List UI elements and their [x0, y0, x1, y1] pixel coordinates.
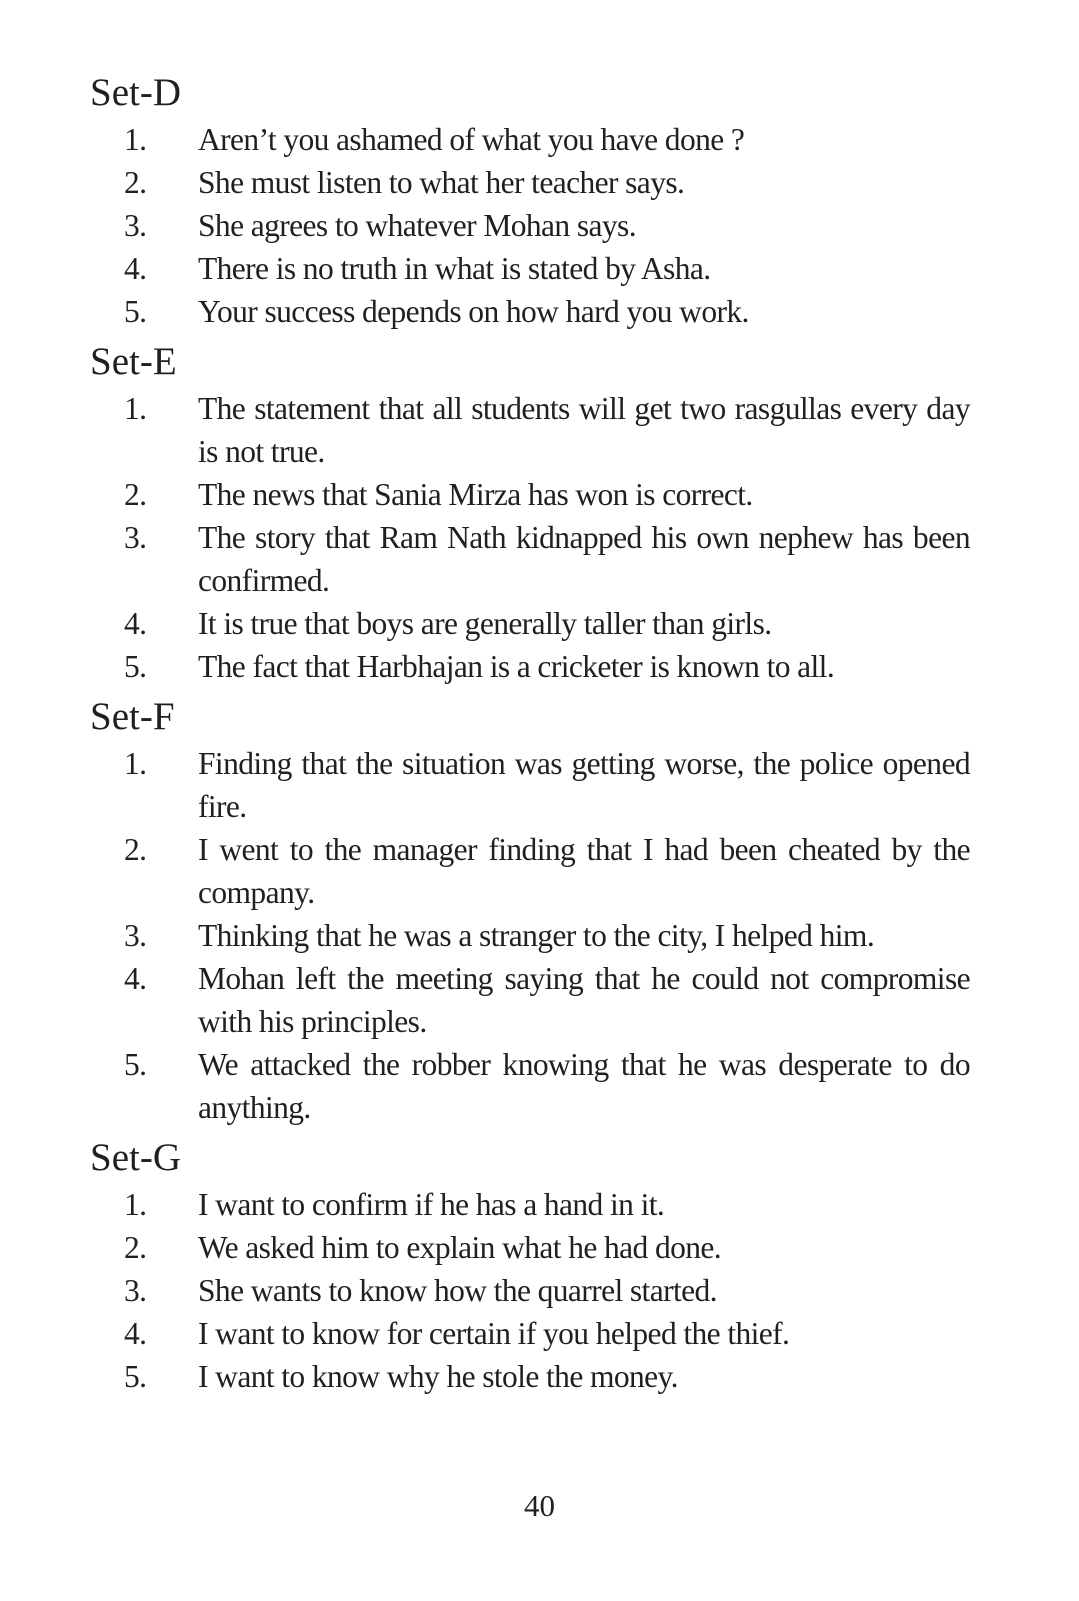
sentence-list: [90, 387, 970, 688]
item-text: We asked him to explain what he had done.: [198, 1230, 722, 1265]
item-text: She must listen to what her teacher says.: [198, 165, 685, 200]
item-text: I want to know for certain if you helped the thief.: [198, 1316, 790, 1351]
item-text: There is no truth in what is stated by Asha.: [198, 251, 711, 286]
item-text: It is true that boys are generally taller than girls.: [198, 606, 772, 641]
set-f: [90, 692, 970, 1129]
sentence-list: [90, 118, 970, 333]
item-text: She agrees to whatever Mohan says.: [198, 208, 636, 243]
item-number: 1.: [124, 122, 147, 157]
set-heading: Set-E: [90, 340, 177, 383]
item-text: Aren’t you ashamed of what you have done ?: [198, 122, 745, 157]
set-heading: Set-F: [90, 695, 175, 738]
item-text: The fact that Harbhajan is a cricketer is known to all.: [198, 649, 835, 684]
list-item: [90, 247, 970, 290]
item-text: Your success depends on how hard you work.: [198, 294, 749, 329]
item-text: Mohan left the meeting saying that he could not compromise with his principles.: [198, 961, 970, 1039]
item-text: She wants to know how the quarrel started.: [198, 1273, 717, 1308]
item-number: 4.: [124, 1316, 147, 1351]
list-item: [90, 1269, 970, 1312]
item-number: 2.: [124, 165, 147, 200]
item-text: The news that Sania Mirza has won is correct.: [198, 477, 753, 512]
list-item: [90, 645, 970, 688]
list-item: [90, 473, 970, 516]
list-item: [90, 387, 970, 473]
list-item: [90, 290, 970, 333]
item-number: 5.: [124, 649, 147, 684]
list-item: [90, 204, 970, 247]
list-item: [90, 1043, 970, 1129]
item-number: 2.: [124, 832, 147, 867]
list-item: [90, 828, 970, 914]
item-text: We attacked the robber knowing that he was desperate to do anything.: [198, 1047, 970, 1125]
item-number: 3.: [124, 520, 147, 555]
item-text: I want to confirm if he has a hand in it.: [198, 1187, 665, 1222]
page-number: 40: [524, 1488, 555, 1523]
item-text: Thinking that he was a stranger to the city, I helped him.: [198, 918, 875, 953]
list-item: [90, 1183, 970, 1226]
item-number: 1.: [124, 1187, 147, 1222]
item-number: 1.: [124, 391, 147, 426]
sentence-list: [90, 1183, 970, 1398]
item-number: 2.: [124, 477, 147, 512]
sentence-list: [90, 742, 970, 1129]
set-e: [90, 337, 970, 688]
item-number: 4.: [124, 961, 147, 996]
item-text: Finding that the situation was getting worse, the police opened fire.: [198, 746, 970, 824]
item-number: 2.: [124, 1230, 147, 1265]
exercise-sets: [90, 68, 970, 1402]
list-item: [90, 118, 970, 161]
item-number: 1.: [124, 746, 147, 781]
item-number: 5.: [124, 1047, 147, 1082]
item-text: The statement that all students will get two rasgullas every day is not true.: [198, 391, 970, 469]
set-heading: Set-G: [90, 1136, 181, 1179]
list-item: [90, 914, 970, 957]
item-text: The story that Ram Nath kidnapped his own nephew has been confirmed.: [198, 520, 970, 598]
item-number: 3.: [124, 918, 147, 953]
item-number: 5.: [124, 1359, 147, 1394]
item-text: I want to know why he stole the money.: [198, 1359, 678, 1394]
item-text: I went to the manager finding that I had been cheated by the company.: [198, 832, 970, 910]
set-d: [90, 68, 970, 333]
item-number: 5.: [124, 294, 147, 329]
list-item: [90, 742, 970, 828]
item-number: 4.: [124, 251, 147, 286]
item-number: 3.: [124, 1273, 147, 1308]
set-g: [90, 1133, 970, 1398]
list-item: [90, 602, 970, 645]
list-item: [90, 1226, 970, 1269]
list-item: [90, 957, 970, 1043]
list-item: [90, 1312, 970, 1355]
set-heading: Set-D: [90, 71, 181, 114]
list-item: [90, 1355, 970, 1398]
list-item: [90, 161, 970, 204]
list-item: [90, 516, 970, 602]
item-number: 4.: [124, 606, 147, 641]
item-number: 3.: [124, 208, 147, 243]
